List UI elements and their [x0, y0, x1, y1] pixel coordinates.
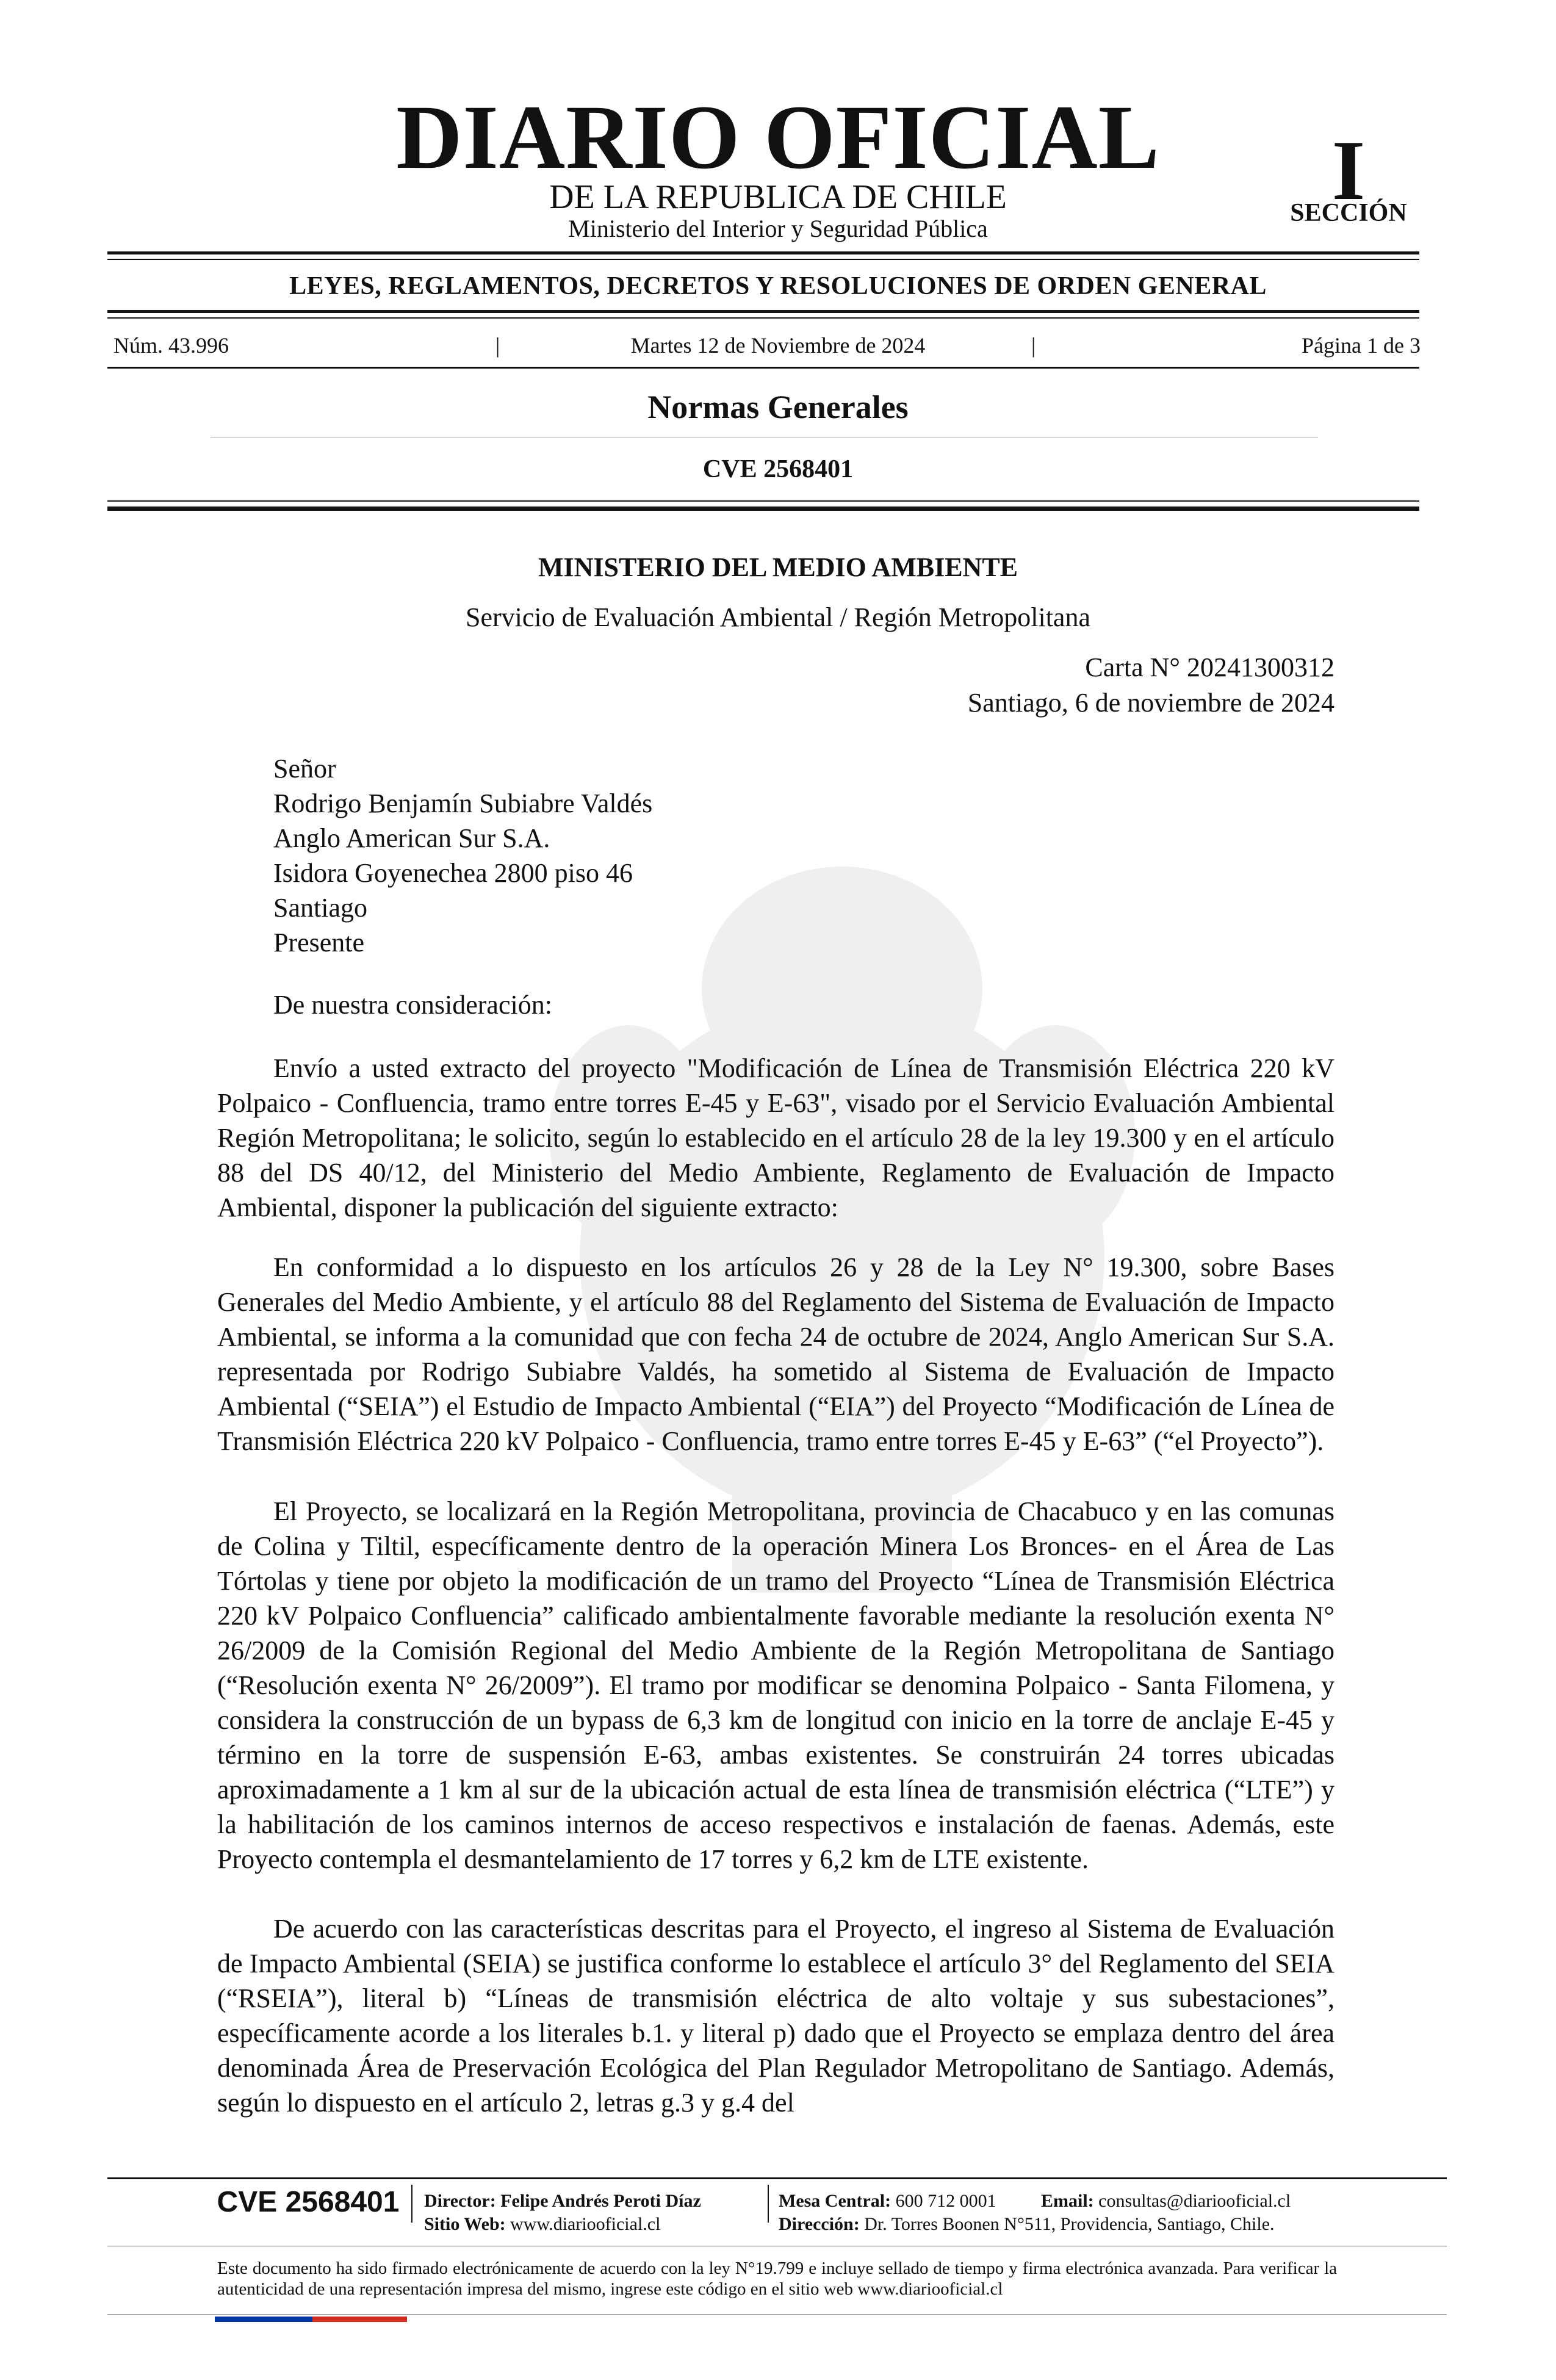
section-number: I [1331, 123, 1366, 218]
mesa-label: Mesa Central: [779, 2191, 891, 2211]
addressee-line: Santiago [273, 893, 367, 923]
body-paragraph: Envío a usted extracto del proyecto "Modificación de Línea de Transmisión Eléctrica 220 kV Polpaico - Confluencia, tramo entre torres E-45 y E-63", visado por el Servicio Evaluación Ambiental Región Metropolitana; le solicito, según lo establecido en el artículo 28 de la ley 19.300 y en el artículo 88 del DS 40/12, del Ministerio del Medio Ambiente, Reglamento de Evaluación de Impacto Ambiental, disponer la publicación del siguiente extracto: [217, 1053, 1334, 1222]
banner-rule-thin [107, 317, 1419, 319]
website-link[interactable]: www.diariooficial.cl [510, 2214, 661, 2234]
masthead-subtitle: DE LA REPUBLICA DE CHILE [549, 178, 1007, 216]
banner-heading: LEYES, REGLAMENTOS, DECRETOS Y RESOLUCIONES DE ORDEN GENERAL [289, 272, 1267, 300]
cve-rule-thin [107, 500, 1419, 502]
salutation: De nuestra consideración: [273, 990, 552, 1020]
letter-number: Carta N° 20241300312 [1085, 652, 1334, 682]
footer-director [424, 2192, 701, 2210]
masthead-rule-thin [107, 259, 1419, 260]
body-paragraph: El Proyecto, se localizará en la Región Metropolitana, provincia de Chacabuco y en las comunas de Colina y Tiltil, específicamente dentro de la operación Minera Los Bronces- en el Área de Las Tórtolas y tiene por objeto la modificación de un tramo del Proyecto “Línea de Transmisión Eléctrica 220 kV Polpaico Confluencia” calificado ambientalmente favorable mediante la resolución exenta N° 26/2009 de la Comisión Regional del Medio Ambiente de la Región Metropolitana de Santiago (“Resolución exenta N° 26/2009”). El tramo por modificar se denomina Polpaico - Santa Filomena, y considera la construcción de un bypass de 6,3 km de longitud con inicio en la torre de anclaje E-45 y término en la torre de suspensión E-63, ambas existentes. Se construirán 24 torres ubicadas aproximadamente a 1 km al sur de la ubicación actual de esta línea de transmisión eléctrica (“LTE”) y la habilitación de los caminos internos de acceso respectivos e instalación de faenas. Además, este Proyecto contempla el desmantelamiento de 17 torres y 6,2 km de LTE existente. [217, 1496, 1334, 1874]
issue-date: Martes 12 de Noviembre de 2024 [630, 333, 926, 358]
email-link[interactable]: consultas@diariooficial.cl [1098, 2191, 1291, 2211]
masthead-ministry: Ministerio del Interior y Seguridad Pública [568, 215, 988, 242]
footer-divider [411, 2185, 412, 2223]
section-label: SECCIÓN [1290, 199, 1407, 227]
letter-place-date: Santiago, 6 de noviembre de 2024 [967, 688, 1334, 718]
footer-rule [107, 2177, 1447, 2179]
body-paragraph: En conformidad a lo dispuesto en los artículos 26 y 28 de la Ley N° 19.300, sobre Bases Generales del Medio Ambiente, y el artículo 88 del Reglamento del Sistema de Evaluación de Impacto Ambiental, se informa a la comunidad que con fecha 24 de octubre de 2024, Anglo American Sur S.A. representada por Rodrigo Subiabre Valdés, ha sometido al Sistema de Evaluación de Impacto Ambiental (“SEIA”) el Estudio de Impacto Ambiental (“EIA”) del Proyecto “Modificación de Línea de Transmisión Eléctrica 220 kV Polpaico - Confluencia, tramo entre torres E-45 y E-63” (“el Proyecto”). [217, 1252, 1334, 1456]
cve-rule-thick [107, 507, 1419, 511]
director-value: Felipe Andrés Peroti Díaz [500, 2191, 701, 2211]
addressee-line: Presente [273, 928, 365, 957]
body-paragraph: De acuerdo con las características descritas para el Proyecto, el ingreso al Sistema de Evaluación de Impacto Ambiental (SEIA) se justifica conforme lo establece el artículo 3° del Reglamento del SEIA (“RSEIA”), literal b) “Líneas de transmisión eléctrica de alto voltaje y sus subestaciones”, específicamente acorde a los literales b.1. y literal p) dado que el Proyecto se emplaza dentro del área denominada Área de Preservación Ecológica del Plan Regulador Metropolitano de Santiago. Además, según lo dispuesto en el artículo 2, letras g.3 y g.4 del [217, 1914, 1334, 2118]
footer-address [779, 2215, 1275, 2234]
footer-rule-bottom [107, 2314, 1447, 2315]
footer-mesa-central [779, 2192, 996, 2210]
issue-separator: | [1031, 333, 1036, 358]
section-heading: Normas Generales [647, 389, 909, 425]
heading-underline [211, 437, 1318, 438]
issue-separator: | [495, 333, 500, 358]
issue-number: Núm. 43.996 [113, 333, 229, 358]
masthead-title: DIARIO OFICIAL [396, 87, 1160, 188]
addressee-line: Anglo American Sur S.A. [273, 823, 550, 853]
footer-legal-notice: Este documento ha sido firmado electrónicamente de acuerdo con la ley N°19.799 e incluye sellado de tiempo y firma electrónica avanzada. Para verificar la autenticidad de una representación impresa del mismo, ingrese este código en el sitio web www.diariooficial.cl [217, 2259, 1337, 2299]
issue-rule [107, 367, 1419, 369]
website-label: Sitio Web: [424, 2214, 506, 2234]
masthead-rule-thick [107, 251, 1419, 254]
letter-ministry: MINISTERIO DEL MEDIO AMBIENTE [538, 552, 1018, 582]
footer-email [1041, 2192, 1291, 2210]
banner-rule-thick [107, 310, 1419, 313]
director-label: Director: [424, 2191, 496, 2211]
address-value: Dr. Torres Boonen N°511, Providencia, Santiago, Chile. [864, 2214, 1275, 2234]
addressee-line: Señor [273, 754, 336, 784]
cve-code: CVE 2568401 [702, 455, 854, 483]
flag-stripe-blue [215, 2317, 312, 2322]
footer-divider [768, 2185, 769, 2223]
addressee-line: Rodrigo Benjamín Subiabre Valdés [273, 788, 653, 818]
addressee-line: Isidora Goyenechea 2800 piso 46 [273, 858, 633, 888]
flag-stripe-red [312, 2317, 407, 2322]
email-label: Email: [1041, 2191, 1094, 2211]
footer-website [424, 2215, 660, 2234]
letter-service: Servicio de Evaluación Ambiental / Región Metropolitana [466, 602, 1090, 632]
mesa-value: 600 712 0001 [895, 2191, 996, 2211]
footer-cve-code: CVE 2568401 [217, 2186, 400, 2218]
page-indicator: Página 1 de 3 [1302, 333, 1421, 358]
address-label: Dirección: [779, 2214, 860, 2234]
